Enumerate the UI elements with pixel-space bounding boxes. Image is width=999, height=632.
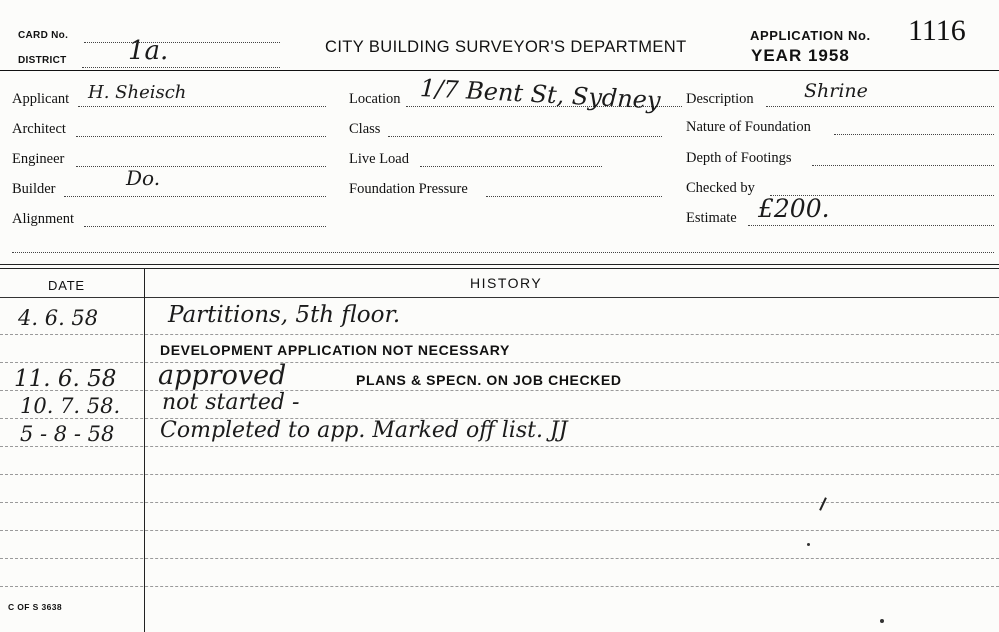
depth-of-footings-label: Depth of Footings bbox=[686, 150, 792, 166]
table-rule bbox=[0, 502, 999, 503]
history-entry: Completed to app. Marked off list. JJ bbox=[160, 418, 568, 443]
estimate-label: Estimate bbox=[686, 210, 737, 226]
depth-of-footings-line bbox=[812, 165, 994, 166]
header-divider bbox=[0, 70, 999, 71]
card-no-line bbox=[84, 42, 280, 43]
date-column-header: DATE bbox=[48, 278, 85, 293]
history-stamp-development: DEVELOPMENT APPLICATION NOT NECESSARY bbox=[160, 342, 510, 358]
nature-of-foundation-line bbox=[834, 134, 994, 135]
history-entry: Partitions, 5th floor. bbox=[168, 302, 401, 328]
history-entry: approved bbox=[158, 360, 287, 391]
stray-dot-mark bbox=[807, 543, 810, 546]
description-line bbox=[766, 106, 994, 107]
location-value: 1/7 Bent St, Sydney bbox=[419, 74, 662, 115]
table-rule bbox=[0, 558, 999, 559]
checked-by-label: Checked by bbox=[686, 180, 755, 196]
location-label: Location bbox=[349, 91, 401, 107]
department-title: CITY BUILDING SURVEYOR'S DEPARTMENT bbox=[325, 38, 687, 56]
table-rule bbox=[0, 474, 999, 475]
architect-line bbox=[76, 136, 326, 137]
card-no-label: CARD No. bbox=[18, 30, 69, 41]
applicant-line bbox=[78, 106, 326, 107]
district-line bbox=[82, 67, 280, 68]
alignment-label: Alignment bbox=[12, 211, 75, 227]
foundation-pressure-label: Foundation Pressure bbox=[349, 181, 468, 197]
district-label: DISTRICT bbox=[18, 55, 67, 66]
table-rule bbox=[0, 446, 999, 447]
stray-dot-mark bbox=[880, 619, 884, 623]
architect-label: Architect bbox=[12, 121, 66, 137]
builder-label: Builder bbox=[12, 181, 56, 197]
history-date: 5 - 8 - 58 bbox=[20, 422, 115, 446]
history-date: 11. 6. 58 bbox=[14, 366, 117, 392]
table-header-bottom-rule bbox=[0, 297, 999, 298]
builder-value: Do. bbox=[126, 166, 161, 190]
table-rule bbox=[0, 362, 999, 363]
builder-line bbox=[64, 196, 326, 197]
table-top-rule-1 bbox=[0, 264, 999, 265]
history-date: 10. 7. 58. bbox=[20, 394, 121, 418]
class-line bbox=[388, 136, 662, 137]
table-rule bbox=[0, 334, 999, 335]
fields-bottom-line bbox=[12, 252, 994, 253]
date-history-divider bbox=[144, 268, 145, 632]
history-entry: not started - bbox=[162, 390, 300, 415]
history-date: 4. 6. 58 bbox=[18, 306, 99, 330]
live-load-label: Live Load bbox=[349, 151, 409, 167]
description-value: Shrine bbox=[804, 80, 868, 102]
history-stamp-plans-checked: PLANS & SPECN. ON JOB CHECKED bbox=[356, 372, 622, 388]
district-value: 1a. bbox=[128, 36, 169, 66]
class-label: Class bbox=[349, 121, 381, 137]
engineer-line bbox=[76, 166, 326, 167]
table-top-rule-2 bbox=[0, 268, 999, 269]
estimate-value: £200. bbox=[758, 194, 830, 223]
stray-pen-mark bbox=[819, 497, 827, 511]
applicant-value: H. Sheisch bbox=[88, 82, 187, 103]
applicant-label: Applicant bbox=[12, 91, 70, 107]
estimate-line bbox=[748, 225, 994, 226]
table-rule bbox=[0, 530, 999, 531]
table-rule bbox=[0, 586, 999, 587]
description-label: Description bbox=[686, 91, 754, 107]
live-load-line bbox=[420, 166, 602, 167]
table-rule bbox=[0, 390, 999, 391]
history-column-header: HISTORY bbox=[470, 275, 543, 291]
engineer-label: Engineer bbox=[12, 151, 65, 167]
alignment-line bbox=[84, 226, 326, 227]
foundation-pressure-line bbox=[486, 196, 662, 197]
application-number-label: APPLICATION No. bbox=[750, 28, 871, 43]
application-number: 1116 bbox=[908, 14, 966, 47]
form-code: C OF S 3638 bbox=[8, 602, 63, 612]
year-label: YEAR 1958 bbox=[751, 46, 850, 65]
nature-of-foundation-label: Nature of Foundation bbox=[686, 119, 811, 135]
